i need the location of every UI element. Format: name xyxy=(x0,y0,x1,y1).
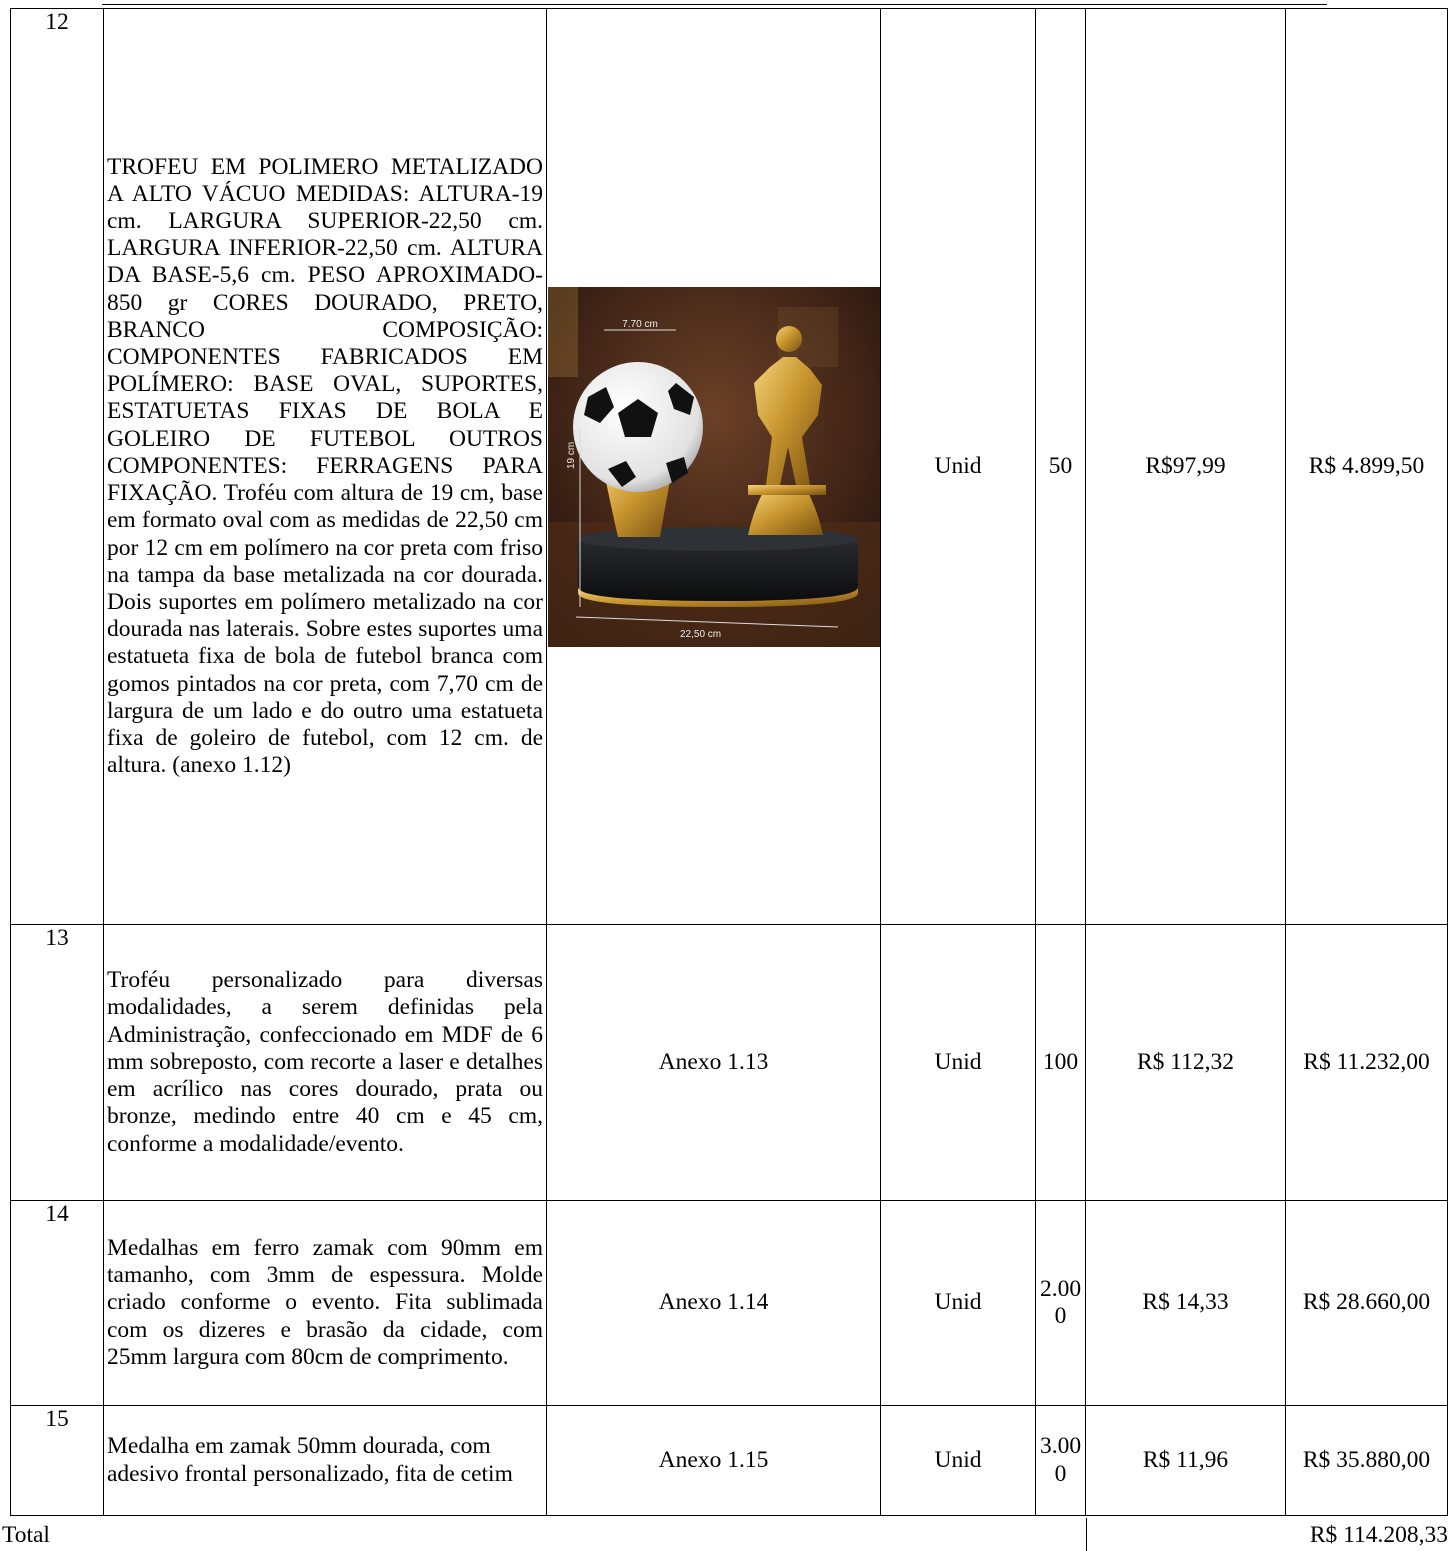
total-label: Total xyxy=(2,1522,50,1548)
item-quantity: 3.000 xyxy=(1036,1406,1086,1516)
item-quantity: 50 xyxy=(1036,9,1086,925)
item-unit: Unid xyxy=(881,925,1036,1201)
item-description: TROFEU EM POLIMERO METALIZADO A ALTO VÁCUO MEDIDAS: ALTURA-19 cm. LARGURA SUPERIOR-22,50 cm. LARGURA INFERIOR-22,50 cm. ALTURA DA BASE-5,6 cm. PESO APROXIMADO-850 gr CORES DOURADO, PRETO, BRANCO COMPOSIÇÃO: COMPONENTES FABRICADOS EM POLÍMERO: BASE OVAL, SUPORTES, ESTATUETAS FIXAS DE BOLA E GOLEIRO DE FUTEBOL OUTROS COMPONENTES: FERRAGENS PARA FIXAÇÃO. Troféu com altura de 19 cm, base em formato oval com as medidas de 22,50 cm por 12 cm em polímero na cor preta com friso na tampa da base metalizada na cor dourada. Dois suportes em polímero metalizado na cor dourada nas laterais. Sobre estes suportes uma estatueta fixa de bola de futebol branca com gomos pintados na cor preta, com 7,70 cm de largura de um lado e do outro uma estatueta fixa de goleiro de futebol, com 12 cm. de altura. (anexo 1.12) xyxy=(104,9,547,925)
total-separator xyxy=(1086,1518,1087,1551)
image-label-height: 19 cm xyxy=(566,441,577,469)
item-quantity: 100 xyxy=(1036,925,1086,1201)
total-value: R$ 114.208,33 xyxy=(1309,1522,1448,1548)
item-total: R$ 11.232,00 xyxy=(1286,925,1448,1201)
item-total: R$ 28.660,00 xyxy=(1286,1201,1448,1406)
item-annex: Anexo 1.15 xyxy=(547,1406,881,1516)
item-annex: Anexo 1.13 xyxy=(547,925,881,1201)
item-number: 12 xyxy=(11,9,104,925)
item-unit: Unid xyxy=(881,9,1036,925)
item-unit-price: R$ 14,33 xyxy=(1086,1201,1286,1406)
item-total: R$ 35.880,00 xyxy=(1286,1406,1448,1516)
table-row xyxy=(11,9,1448,925)
item-unit-price: R$97,99 xyxy=(1086,9,1286,925)
image-label-bottom: 22,50 cm xyxy=(680,628,722,640)
total-row xyxy=(0,1518,1450,1551)
item-quantity: 2.000 xyxy=(1036,1201,1086,1406)
top-rule xyxy=(102,4,1327,5)
item-unit: Unid xyxy=(881,1406,1036,1516)
item-number: 14 xyxy=(11,1201,104,1406)
item-description: Troféu personalizado para diversas modalidades, a serem definidas pela Administração, confeccionado em MDF de 6 mm sobreposto, com recorte a laser e detalhes em acrílico nas cores dourado, prata ou bronze, medindo entre 40 cm e 45 cm, conforme a modalidade/evento. xyxy=(104,925,547,1201)
table-row xyxy=(11,1406,1448,1516)
items-table xyxy=(10,8,1448,1516)
item-unit-price: R$ 112,32 xyxy=(1086,925,1286,1201)
item-unit: Unid xyxy=(881,1201,1036,1406)
table-row xyxy=(11,1201,1448,1406)
item-number: 15 xyxy=(11,1406,104,1516)
trophy-photo xyxy=(548,287,880,647)
item-description: Medalha em zamak 50mm dourada, com adesivo frontal personalizado, fita de cetim xyxy=(104,1406,547,1516)
item-number: 13 xyxy=(11,925,104,1201)
item-image-cell xyxy=(547,9,881,925)
item-total: R$ 4.899,50 xyxy=(1286,9,1448,925)
item-unit-price: R$ 11,96 xyxy=(1086,1406,1286,1516)
image-label-top: 7.70 cm xyxy=(622,318,658,330)
item-annex: Anexo 1.14 xyxy=(547,1201,881,1406)
table-row xyxy=(11,925,1448,1201)
item-description: Medalhas em ferro zamak com 90mm em tamanho, com 3mm de espessura. Molde criado conforme o evento. Fita sublimada com os dizeres e brasão da cidade, com 25mm largura com 80cm de comprimento. xyxy=(104,1201,547,1406)
